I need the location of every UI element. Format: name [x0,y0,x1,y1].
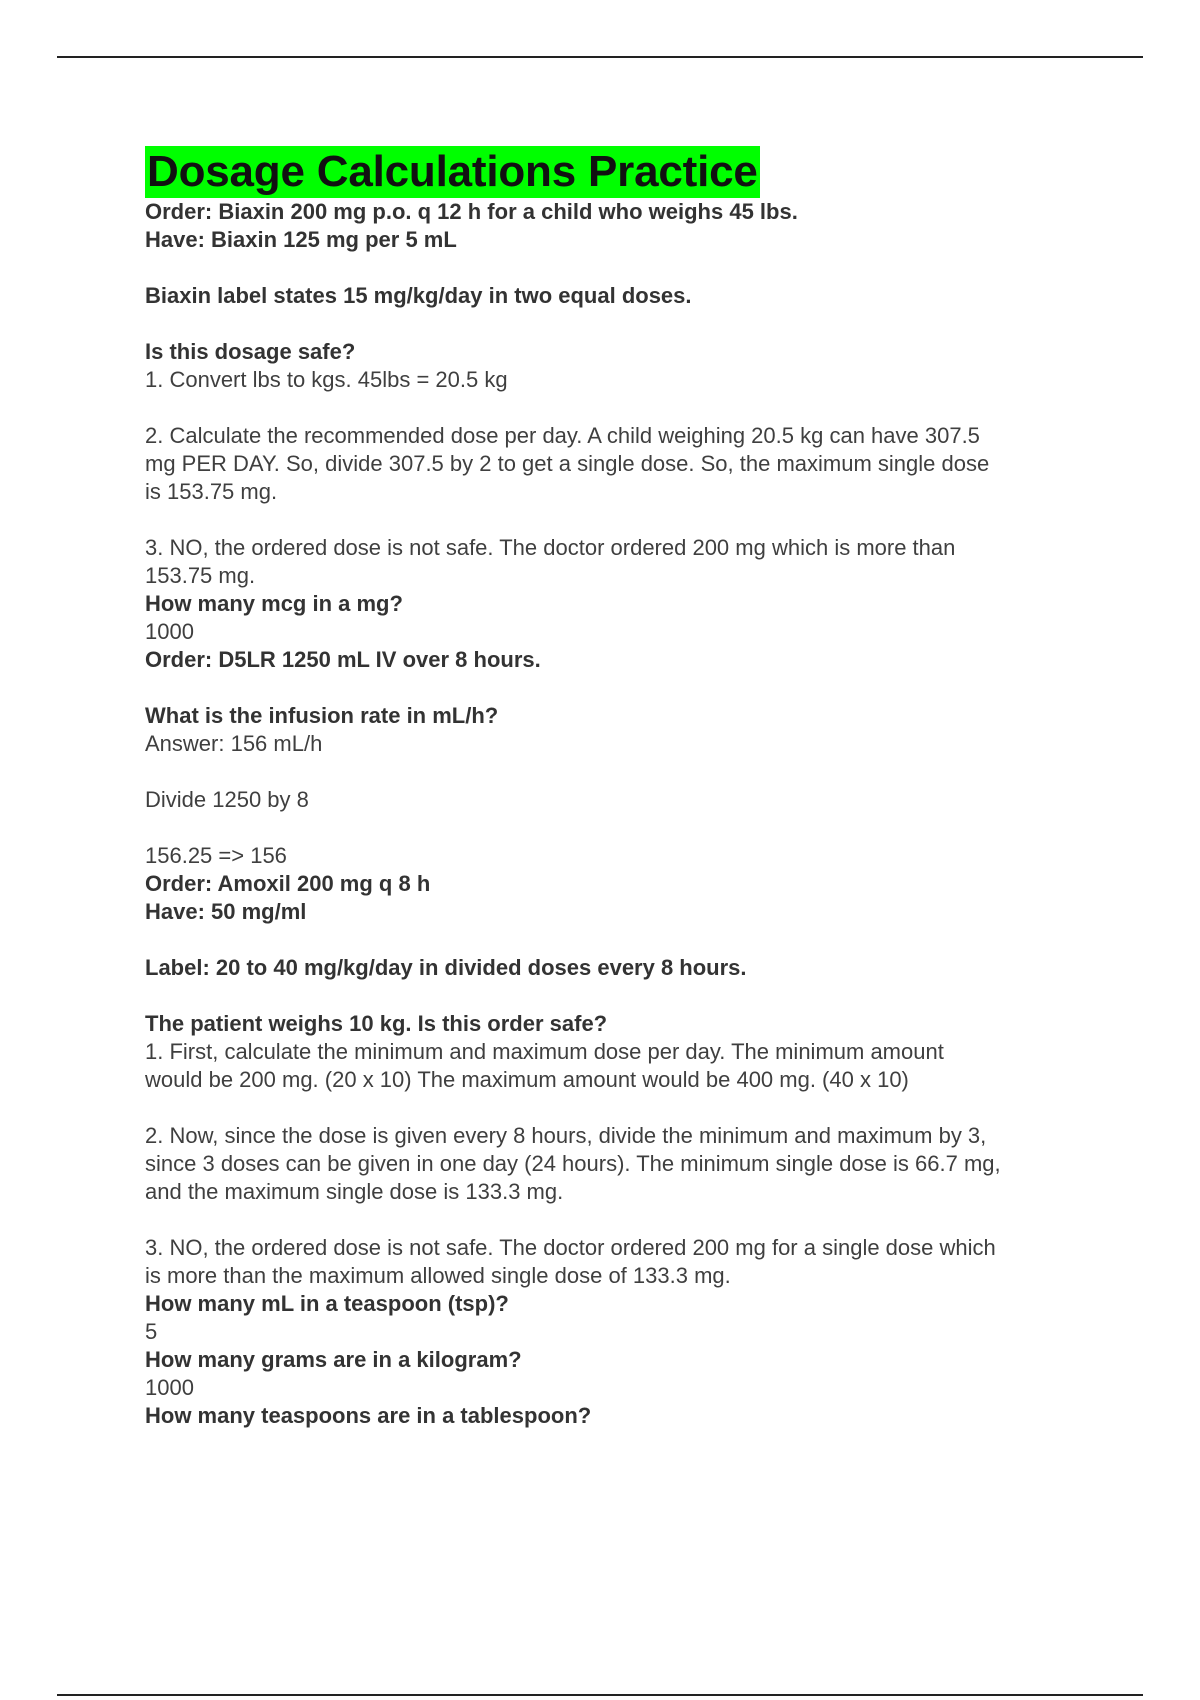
bold-text-line: Have: Biaxin 125 mg per 5 mL [145,227,457,252]
text-line: 2. Calculate the recommended dose per day. A child weighing 20.5 kg can have 307.5 [145,423,980,448]
text-line: 1000 [145,1375,194,1400]
blank-line [145,394,1095,422]
blank-line [145,506,1095,534]
text-line: since 3 doses can be given in one day (24 hours). The minimum single dose is 66.7 mg, [145,1151,1001,1176]
bold-text-line: The patient weighs 10 kg. Is this order safe? [145,1011,608,1036]
text-line: 5 [145,1319,158,1344]
text-line: 3. NO, the ordered dose is not safe. The doctor ordered 200 mg for a single dose which [145,1235,996,1260]
bold-text-line: Is this dosage safe? [145,339,356,364]
document-body [145,146,1095,1430]
text-line: Divide 1250 by 8 [145,787,309,812]
title-container [145,146,1095,198]
blank-line [145,1206,1095,1234]
text-line: Answer: 156 mL/h [145,731,323,756]
blank-line [145,310,1095,338]
blank-line [145,926,1095,954]
bold-text-line: Biaxin label states 15 mg/kg/day in two equal doses. [145,283,692,308]
text-line: is more than the maximum allowed single dose of 133.3 mg. [145,1263,731,1288]
bold-text-line: Order: Amoxil 200 mg q 8 h [145,871,431,896]
text-line: 1000 [145,619,194,644]
blank-line [145,814,1095,842]
bold-text-line: Order: D5LR 1250 mL IV over 8 hours. [145,647,541,672]
bold-text-line: How many grams are in a kilogram? [145,1347,522,1372]
blank-line [145,758,1095,786]
blank-line [145,254,1095,282]
blank-line [145,982,1095,1010]
page-title: Dosage Calculations Practice [147,147,758,196]
text-line: 156.25 => 156 [145,843,287,868]
text-line: 153.75 mg. [145,563,256,588]
bold-text-line: Order: Biaxin 200 mg p.o. q 12 h for a child who weighs 45 lbs. [145,199,798,224]
blank-line [145,1094,1095,1122]
bold-text-line: Have: 50 mg/ml [145,899,307,924]
text-line: 3. NO, the ordered dose is not safe. The doctor ordered 200 mg which is more than [145,535,956,560]
text-line: mg PER DAY. So, divide 307.5 by 2 to get a single dose. So, the maximum single dose [145,451,990,476]
text-line: 2. Now, since the dose is given every 8 hours, divide the minimum and maximum by 3, [145,1123,987,1148]
text-line: and the maximum single dose is 133.3 mg. [145,1179,564,1204]
bold-text-line: How many teaspoons are in a tablespoon? [145,1403,592,1428]
bold-text-line: How many mL in a teaspoon (tsp)? [145,1291,509,1316]
text-line: would be 200 mg. (20 x 10) The maximum amount would be 400 mg. (40 x 10) [145,1067,909,1092]
bottom-rule [57,1694,1143,1696]
bold-text-line: How many mcg in a mg? [145,591,403,616]
blank-line [145,674,1095,702]
bold-text-line: Label: 20 to 40 mg/kg/day in divided doses every 8 hours. [145,955,747,980]
text-line: 1. First, calculate the minimum and maximum dose per day. The minimum amount [145,1039,944,1064]
text-line: is 153.75 mg. [145,479,278,504]
bold-text-line: What is the infusion rate in mL/h? [145,703,499,728]
document-lines [145,198,1095,1430]
text-line: 1. Convert lbs to kgs. 45lbs = 20.5 kg [145,367,508,392]
top-rule [57,56,1143,58]
